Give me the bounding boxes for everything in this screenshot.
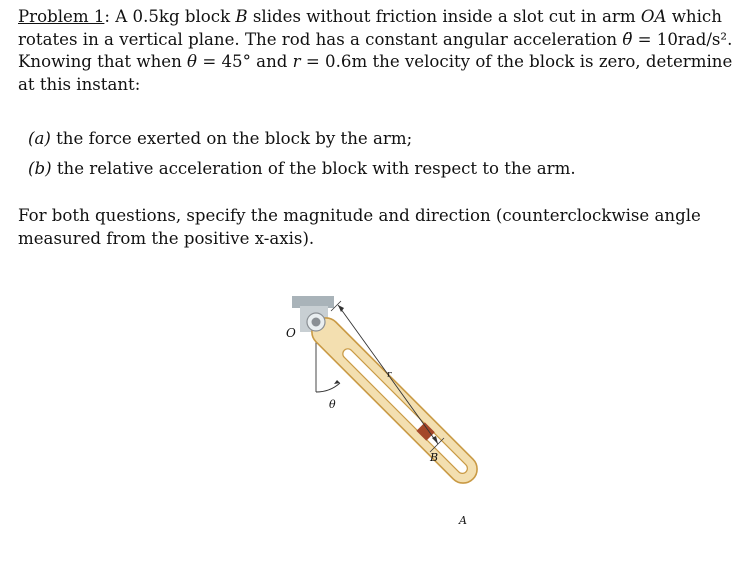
question-b-tag: (b)	[28, 159, 52, 178]
problem-label: Problem 1	[18, 7, 105, 26]
label-B: B	[430, 451, 439, 464]
arm-slot	[341, 347, 470, 476]
dimension-arrow-top	[338, 305, 344, 312]
problem-body: : A 0.5kg block B slides without friction inside a slot cut in arm OA which rotates in a vertical plane. The rod has a constant angular acceleration θ̈ = 10rad/s². Knowing that when θ = 45° and r = 0.6m the velocity of the block is zero, determine at this instant:	[18, 7, 733, 94]
label-r: r	[387, 370, 392, 380]
label-A: A	[459, 514, 467, 527]
instruction-text: For both questions, specify the magnitude and direction (counterclockwise angle measured from the positive x-axis).	[18, 206, 701, 248]
question-a-text: the force exerted on the block by the arm;	[56, 129, 413, 148]
question-a-tag: (a)	[28, 129, 51, 148]
question-b-text: the relative acceleration of the block with respect to the arm.	[56, 159, 576, 178]
label-O: O	[286, 326, 296, 340]
angle-arc	[316, 383, 340, 392]
label-theta: θ	[329, 398, 336, 411]
pivot-center	[312, 318, 321, 327]
